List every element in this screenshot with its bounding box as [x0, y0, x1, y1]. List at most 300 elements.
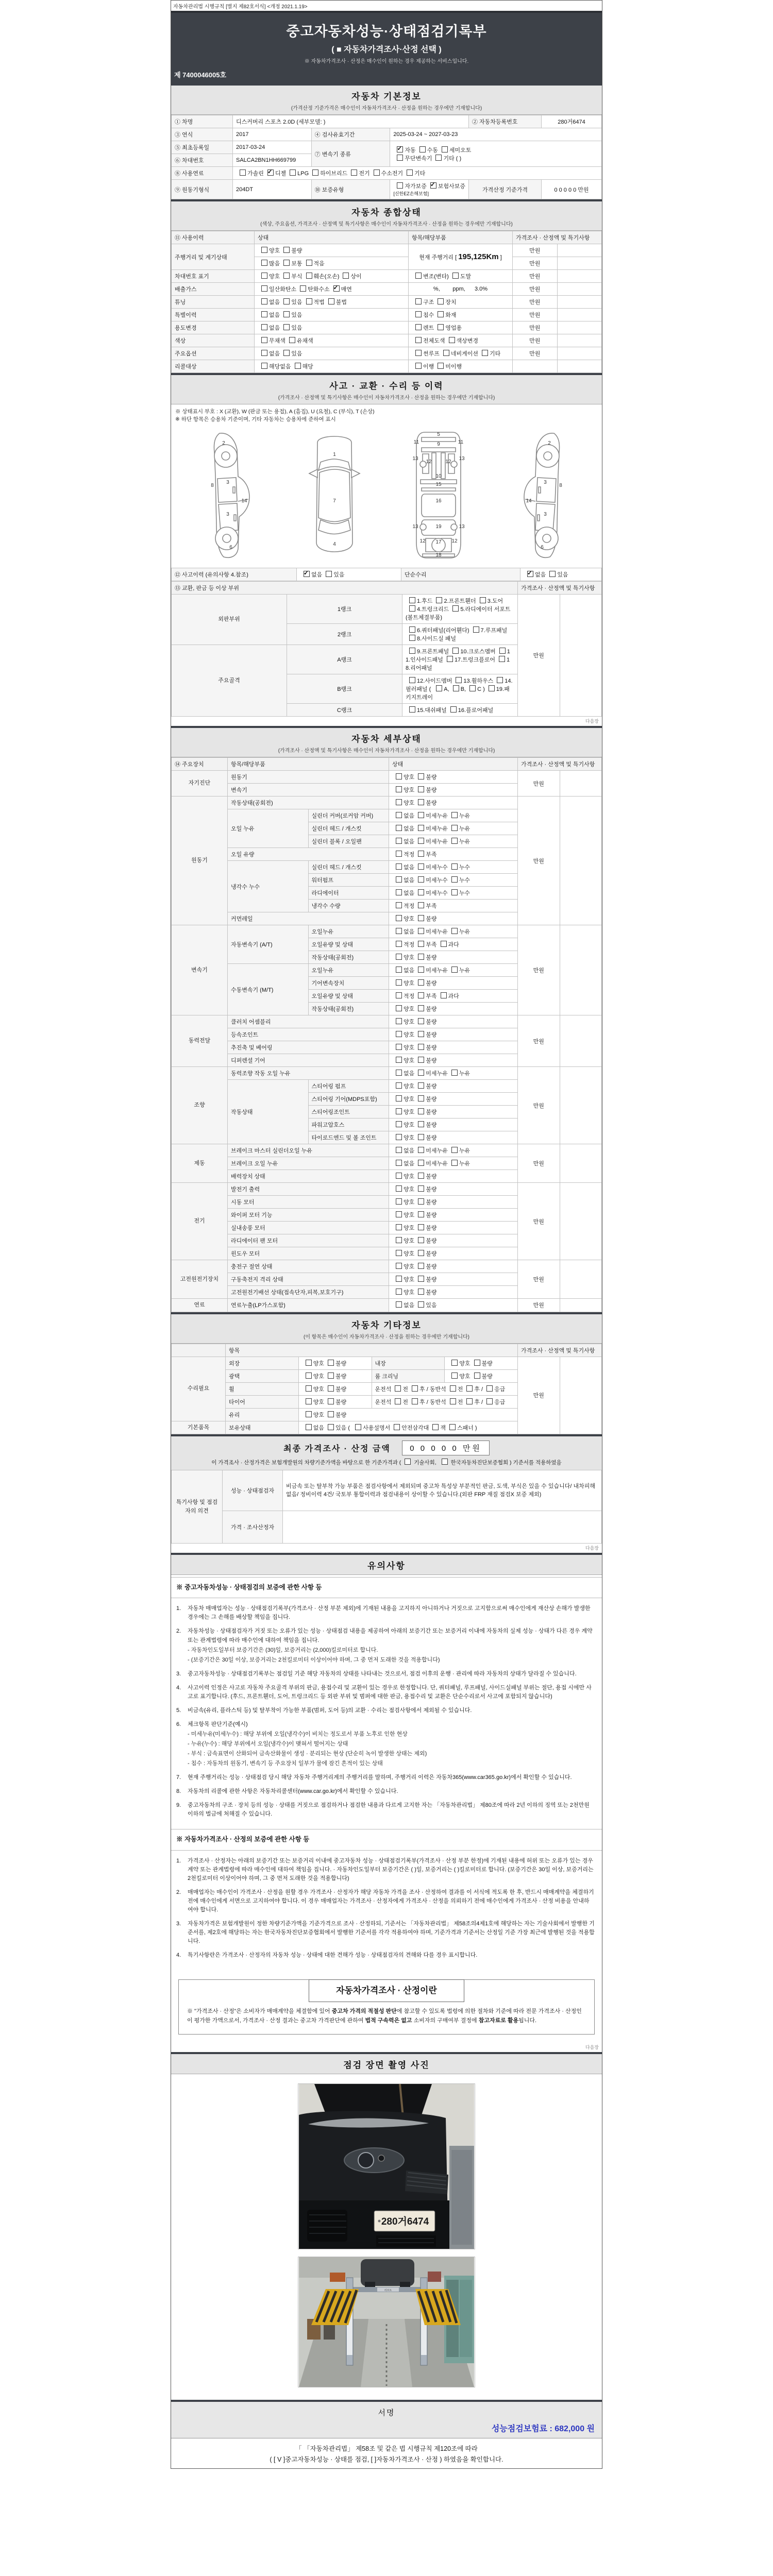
- column-header: 상태: [255, 231, 409, 244]
- checkbox[interactable]: [396, 941, 402, 947]
- checkbox[interactable]: [451, 1372, 458, 1379]
- checkbox[interactable]: [418, 1108, 424, 1114]
- panel-number: 11: [458, 439, 463, 445]
- checkbox[interactable]: [261, 324, 267, 330]
- checkbox[interactable]: [418, 954, 424, 960]
- checkbox[interactable]: [466, 1385, 473, 1392]
- checkbox[interactable]: [396, 1121, 402, 1127]
- checkbox[interactable]: [396, 915, 402, 921]
- checkbox[interactable]: [396, 1224, 402, 1230]
- checkbox[interactable]: [261, 285, 267, 292]
- checkbox[interactable]: [328, 298, 334, 304]
- checkbox[interactable]: [442, 1459, 448, 1465]
- checkbox[interactable]: [415, 350, 422, 356]
- signature-band: [171, 2400, 602, 2438]
- cell: [560, 1067, 602, 1144]
- checkbox-label: 있음: [426, 1302, 437, 1309]
- notice-item-text: [188, 1888, 595, 1914]
- section-accident: [171, 373, 602, 404]
- checkbox[interactable]: [430, 182, 436, 189]
- checkbox[interactable]: [396, 1173, 402, 1179]
- checkbox[interactable]: [452, 648, 459, 654]
- checkbox[interactable]: [396, 812, 402, 818]
- checkbox[interactable]: [438, 298, 444, 304]
- checkbox[interactable]: [306, 1411, 312, 1417]
- checkbox[interactable]: [290, 170, 296, 176]
- cell: 2랭크: [287, 624, 402, 645]
- checkbox[interactable]: [240, 170, 246, 176]
- checkbox[interactable]: [418, 812, 424, 818]
- cell: 현재 주행거리 [ 195,125Km ]: [409, 244, 513, 270]
- checkbox[interactable]: [306, 1424, 312, 1430]
- checkbox[interactable]: [328, 1385, 334, 1392]
- panel-label: 2.프론트휀더: [444, 598, 476, 604]
- checkbox[interactable]: [486, 1385, 493, 1392]
- cell: 만원: [513, 334, 558, 347]
- section-photos-title: 점검 장면 촬영 사진: [343, 2060, 430, 2070]
- checkbox[interactable]: [549, 571, 556, 577]
- checkbox[interactable]: [396, 1160, 402, 1166]
- cell: [409, 270, 513, 283]
- checkbox-label: 없음: [269, 325, 280, 331]
- checkbox[interactable]: [418, 1044, 424, 1050]
- checkbox[interactable]: [451, 1360, 458, 1366]
- checkbox[interactable]: [418, 889, 424, 895]
- checkbox-label: 누유: [459, 968, 470, 974]
- detail-status-table: [171, 757, 602, 1312]
- checkbox[interactable]: [300, 285, 306, 292]
- regulation-line: 자동차관리법 시행규칙 [별지 제82호서식] <개정 2021.1.19>: [173, 4, 308, 10]
- cell: 유리: [226, 1408, 299, 1421]
- checkbox[interactable]: [306, 1360, 312, 1366]
- panel-number: 13: [412, 456, 418, 462]
- checkbox[interactable]: [396, 1250, 402, 1256]
- checkbox[interactable]: [418, 992, 424, 998]
- checkbox[interactable]: [396, 979, 402, 986]
- checkbox[interactable]: [409, 648, 415, 654]
- panel-label: 18.리어패널: [406, 657, 510, 671]
- cell: 시동 모터: [228, 1196, 389, 1209]
- panel-number: 6: [540, 545, 544, 550]
- panel-number: 3: [543, 512, 547, 517]
- checkbox[interactable]: [452, 605, 459, 612]
- checkbox[interactable]: [396, 1095, 402, 1101]
- checkbox[interactable]: [489, 685, 495, 691]
- checkbox[interactable]: [396, 1134, 402, 1140]
- checkbox[interactable]: [418, 979, 424, 986]
- checkbox[interactable]: [409, 605, 415, 612]
- panel-label: 1.후드: [417, 598, 433, 604]
- checkbox[interactable]: [261, 298, 267, 304]
- cell: 기본품목: [172, 1421, 226, 1434]
- notice-item: [176, 1627, 595, 1664]
- checkbox[interactable]: [499, 648, 506, 654]
- checkbox[interactable]: [452, 273, 459, 279]
- cell: ④ 검사유효기간: [311, 128, 390, 141]
- checkbox[interactable]: [418, 1057, 424, 1063]
- checkbox[interactable]: [289, 337, 295, 343]
- checkbox[interactable]: [412, 1398, 418, 1404]
- footer-line1: 「 「자동차관리법」 제58조 및 같은 법 시행규칙 제120조에 따라: [295, 2445, 478, 2452]
- checkbox[interactable]: [397, 182, 403, 189]
- cell: [389, 887, 518, 900]
- checkbox[interactable]: [418, 1160, 424, 1166]
- checkbox[interactable]: [405, 1459, 411, 1465]
- panel-number: 12: [451, 538, 458, 544]
- cell: 2017: [233, 128, 312, 141]
- checkbox-label: 양호: [313, 1399, 325, 1405]
- checkbox[interactable]: [295, 363, 301, 369]
- cell: 추진축 및 베어링: [228, 1041, 389, 1054]
- checkbox[interactable]: [486, 1398, 493, 1404]
- checkbox[interactable]: [267, 170, 274, 176]
- cell: [389, 1131, 518, 1144]
- checkbox[interactable]: [456, 677, 462, 683]
- cell: [560, 1299, 602, 1312]
- checkbox[interactable]: [304, 571, 310, 577]
- checkbox[interactable]: [283, 298, 290, 304]
- checkbox[interactable]: [418, 1147, 424, 1153]
- checkbox[interactable]: [409, 597, 415, 603]
- checkbox[interactable]: [283, 311, 290, 317]
- car-side-view: [201, 429, 260, 561]
- checkbox[interactable]: [418, 1121, 424, 1127]
- checkbox[interactable]: [418, 1031, 424, 1037]
- checkbox[interactable]: [396, 1031, 402, 1037]
- checkbox[interactable]: [412, 1385, 418, 1392]
- checkbox[interactable]: [442, 146, 448, 152]
- checkbox[interactable]: [283, 260, 290, 266]
- cell: [560, 796, 602, 925]
- cell: [402, 624, 518, 645]
- cell: 오일누유: [308, 964, 389, 977]
- checkbox[interactable]: [394, 1424, 400, 1430]
- checkbox[interactable]: [438, 363, 444, 369]
- checkbox[interactable]: [396, 1237, 402, 1243]
- cell: 만원: [513, 347, 558, 360]
- checkbox[interactable]: [451, 825, 458, 831]
- checkbox-label: 양호: [404, 1096, 415, 1103]
- checkbox[interactable]: [396, 863, 402, 870]
- checkbox[interactable]: [447, 656, 453, 662]
- checkbox[interactable]: [418, 1005, 424, 1011]
- checkbox[interactable]: [415, 273, 422, 279]
- checkbox[interactable]: [261, 363, 267, 369]
- checkbox-label: 양호: [404, 1251, 415, 1257]
- notice-item-number: 6.: [176, 1721, 181, 1727]
- checkbox[interactable]: [451, 812, 458, 818]
- cell: [557, 309, 602, 321]
- checkbox[interactable]: [396, 851, 402, 857]
- checkbox[interactable]: [451, 1070, 458, 1076]
- cell: [283, 1511, 602, 1544]
- panel-number: 14: [241, 498, 247, 504]
- cell: 수동변속기 (M/T): [228, 964, 309, 1015]
- checkbox[interactable]: [355, 1424, 361, 1430]
- cell: [389, 861, 518, 874]
- checkbox[interactable]: [418, 863, 424, 870]
- cell: 만원: [518, 1260, 560, 1299]
- checkbox[interactable]: [409, 626, 415, 633]
- checkbox[interactable]: [415, 363, 422, 369]
- checkbox[interactable]: [395, 1385, 401, 1392]
- checkbox[interactable]: [443, 350, 449, 356]
- checkbox[interactable]: [396, 1263, 402, 1269]
- checkbox-label: 불량: [426, 787, 437, 793]
- item-label: 잭: [440, 1425, 446, 1431]
- checkbox[interactable]: [415, 311, 422, 317]
- cell: [389, 1041, 518, 1054]
- checkbox-label: 누유: [459, 813, 470, 819]
- cell: [389, 964, 518, 977]
- signature-label: 서명: [378, 2408, 395, 2417]
- checkbox-label: 불량: [426, 1019, 437, 1025]
- checkbox[interactable]: [451, 876, 458, 883]
- cell: [389, 951, 518, 964]
- checkbox[interactable]: [343, 273, 349, 279]
- checkbox[interactable]: [451, 863, 458, 870]
- checkbox[interactable]: [312, 170, 318, 176]
- checkbox[interactable]: [451, 967, 458, 973]
- checkbox-label: 부족: [426, 942, 437, 948]
- checkbox[interactable]: [396, 1211, 402, 1217]
- cell: [297, 568, 401, 581]
- checkbox[interactable]: [409, 706, 415, 713]
- checkbox[interactable]: [451, 838, 458, 844]
- checkbox[interactable]: [333, 285, 340, 292]
- insurance-fee: 성능점검보험료 : 682,000 원: [491, 2424, 595, 2433]
- checkbox[interactable]: [449, 337, 455, 343]
- checkbox[interactable]: [418, 1173, 424, 1179]
- checkbox[interactable]: [451, 1147, 458, 1153]
- checkbox[interactable]: [469, 685, 476, 691]
- checkbox[interactable]: [261, 247, 267, 253]
- checkbox[interactable]: [396, 992, 402, 998]
- checkbox[interactable]: [374, 170, 380, 176]
- checkbox[interactable]: [306, 273, 312, 279]
- checkbox-label: 없음: [404, 1302, 415, 1309]
- checkbox[interactable]: [415, 324, 422, 330]
- cell: [560, 1357, 602, 1434]
- checkbox[interactable]: [418, 1082, 424, 1089]
- checkbox-label: 양호: [404, 1135, 415, 1141]
- checkbox[interactable]: [396, 1082, 402, 1089]
- checkbox[interactable]: [395, 1398, 401, 1404]
- checkbox[interactable]: [396, 1198, 402, 1205]
- checkbox[interactable]: [396, 1276, 402, 1282]
- cell: [389, 1234, 518, 1247]
- cell: 워터펌프: [308, 874, 389, 887]
- checkbox[interactable]: [418, 1185, 424, 1192]
- checkbox[interactable]: [418, 1198, 424, 1205]
- checkbox[interactable]: [328, 1360, 334, 1366]
- panel-label: 5.라디에이터 서포트(볼트체결부품): [406, 606, 511, 621]
- cell: 만원: [518, 925, 560, 1015]
- cell: 파워고압호스: [308, 1118, 389, 1131]
- checkbox[interactable]: [326, 571, 332, 577]
- checkbox[interactable]: [418, 1095, 424, 1101]
- checkbox[interactable]: [396, 838, 402, 844]
- checkbox[interactable]: [438, 311, 444, 317]
- cell: [298, 1369, 372, 1382]
- checkbox[interactable]: [396, 786, 402, 792]
- checkbox[interactable]: [261, 311, 267, 317]
- cell: 리콜대상: [172, 360, 255, 373]
- checkbox[interactable]: [396, 1289, 402, 1295]
- checkbox[interactable]: [306, 1398, 312, 1404]
- checkbox[interactable]: [261, 337, 267, 343]
- checkbox[interactable]: [306, 1372, 312, 1379]
- checkbox[interactable]: [480, 597, 486, 603]
- cell: 만원: [513, 309, 558, 321]
- checkbox[interactable]: [418, 876, 424, 883]
- notice-item-text: [188, 1684, 595, 1701]
- checkbox[interactable]: [418, 1301, 424, 1308]
- checkbox[interactable]: [418, 928, 424, 934]
- checkbox[interactable]: [419, 146, 426, 152]
- checkbox-label: 양호: [404, 955, 415, 961]
- checkbox[interactable]: [407, 170, 413, 176]
- checkbox[interactable]: [415, 337, 422, 343]
- photo-car-on-lift: [298, 2257, 475, 2387]
- checkbox[interactable]: [450, 1398, 456, 1404]
- checkbox[interactable]: [415, 298, 422, 304]
- checkbox[interactable]: [283, 247, 290, 253]
- checkbox[interactable]: [396, 799, 402, 805]
- checkbox-label: 있음: [291, 325, 303, 331]
- checkbox[interactable]: [396, 1185, 402, 1192]
- checkbox[interactable]: [418, 851, 424, 857]
- checkbox[interactable]: [418, 1018, 424, 1024]
- checkbox[interactable]: [397, 146, 403, 152]
- cell: [513, 360, 558, 373]
- checkbox[interactable]: [435, 155, 442, 161]
- checkbox[interactable]: [418, 825, 424, 831]
- notice-item-text: [188, 1857, 595, 1883]
- checkbox[interactable]: [396, 889, 402, 895]
- checkbox[interactable]: [396, 1070, 402, 1076]
- checkbox[interactable]: [283, 324, 290, 330]
- checkbox[interactable]: [453, 685, 459, 691]
- checkbox[interactable]: [438, 324, 444, 330]
- checkbox[interactable]: [418, 786, 424, 792]
- checkbox[interactable]: [396, 954, 402, 960]
- checkbox[interactable]: [396, 902, 402, 908]
- checkbox[interactable]: [418, 967, 424, 973]
- checkbox[interactable]: [396, 1018, 402, 1024]
- checkbox[interactable]: [396, 1301, 402, 1308]
- checkbox[interactable]: [418, 915, 424, 921]
- checkbox[interactable]: [418, 1276, 424, 1282]
- checkbox[interactable]: [396, 928, 402, 934]
- checkbox[interactable]: [396, 1005, 402, 1011]
- checkbox[interactable]: [306, 1385, 312, 1392]
- checkbox[interactable]: [418, 1250, 424, 1256]
- checkbox-label: 양호: [404, 1174, 415, 1180]
- checkbox[interactable]: [418, 773, 424, 779]
- checkbox[interactable]: [418, 1134, 424, 1140]
- checkbox[interactable]: [474, 1360, 480, 1366]
- cell: 오일누유: [308, 925, 389, 938]
- checkbox[interactable]: [283, 273, 290, 279]
- checkbox[interactable]: [418, 1289, 424, 1295]
- checkbox[interactable]: [474, 1372, 480, 1379]
- cell: [560, 1260, 602, 1299]
- checkbox[interactable]: [451, 889, 458, 895]
- checkbox[interactable]: [306, 298, 312, 304]
- checkbox[interactable]: [450, 1385, 456, 1392]
- checkbox-label: 불량: [335, 1399, 347, 1405]
- cell: 만원: [518, 1067, 560, 1144]
- checkbox[interactable]: [441, 941, 447, 947]
- checkbox[interactable]: [449, 1424, 456, 1430]
- checkbox[interactable]: [418, 1237, 424, 1243]
- checkbox[interactable]: [418, 799, 424, 805]
- checkbox-label: 과다: [448, 993, 459, 999]
- cell: 고전원전기배선 상태(접속단자,피복,보호기구): [228, 1286, 389, 1299]
- checkbox[interactable]: [396, 1044, 402, 1050]
- checkbox-label: 네비게이션: [450, 351, 479, 357]
- checkbox[interactable]: [396, 876, 402, 883]
- checkbox[interactable]: [527, 571, 533, 577]
- checkbox[interactable]: [418, 941, 424, 947]
- checkbox[interactable]: [432, 1424, 439, 1430]
- checkbox[interactable]: [497, 677, 503, 683]
- checkbox[interactable]: [328, 1398, 334, 1404]
- checkbox-label: 렌트: [423, 325, 434, 331]
- checkbox[interactable]: [409, 635, 415, 641]
- checkbox[interactable]: [499, 656, 505, 662]
- checkbox[interactable]: [473, 626, 479, 633]
- checkbox-label: 누유: [459, 839, 470, 845]
- checkbox[interactable]: [396, 1147, 402, 1153]
- checkbox[interactable]: [396, 967, 402, 973]
- checkbox[interactable]: [418, 1070, 424, 1076]
- checkbox[interactable]: [482, 350, 488, 356]
- checkbox[interactable]: [418, 1211, 424, 1217]
- checkbox[interactable]: [261, 273, 267, 279]
- checkbox[interactable]: [396, 1108, 402, 1114]
- checkbox[interactable]: [451, 1160, 458, 1166]
- checkbox[interactable]: [328, 1424, 334, 1430]
- checkbox[interactable]: [418, 902, 424, 908]
- checkbox[interactable]: [436, 685, 442, 691]
- checkbox[interactable]: [328, 1372, 334, 1379]
- checkbox[interactable]: [283, 350, 290, 356]
- checkbox[interactable]: [261, 260, 267, 266]
- checkbox[interactable]: [396, 773, 402, 779]
- checkbox[interactable]: [396, 1057, 402, 1063]
- checkbox[interactable]: [466, 1398, 473, 1404]
- checkbox[interactable]: [418, 1263, 424, 1269]
- checkbox[interactable]: [436, 597, 442, 603]
- checkbox[interactable]: [397, 155, 403, 161]
- checkbox[interactable]: [418, 838, 424, 844]
- checkbox[interactable]: [306, 260, 312, 266]
- checkbox[interactable]: [351, 170, 357, 176]
- checkbox[interactable]: [328, 1411, 334, 1417]
- checkbox[interactable]: [409, 677, 415, 683]
- checkbox[interactable]: [261, 350, 267, 356]
- checkbox[interactable]: [451, 928, 458, 934]
- checkbox[interactable]: [418, 1224, 424, 1230]
- checkbox[interactable]: [396, 825, 402, 831]
- column-header: ⑪ 사용이력: [172, 231, 255, 244]
- checkbox-label: 있음: [291, 312, 303, 318]
- checkbox[interactable]: [441, 992, 447, 998]
- notice-item: [176, 1670, 595, 1679]
- checkbox[interactable]: [450, 706, 457, 713]
